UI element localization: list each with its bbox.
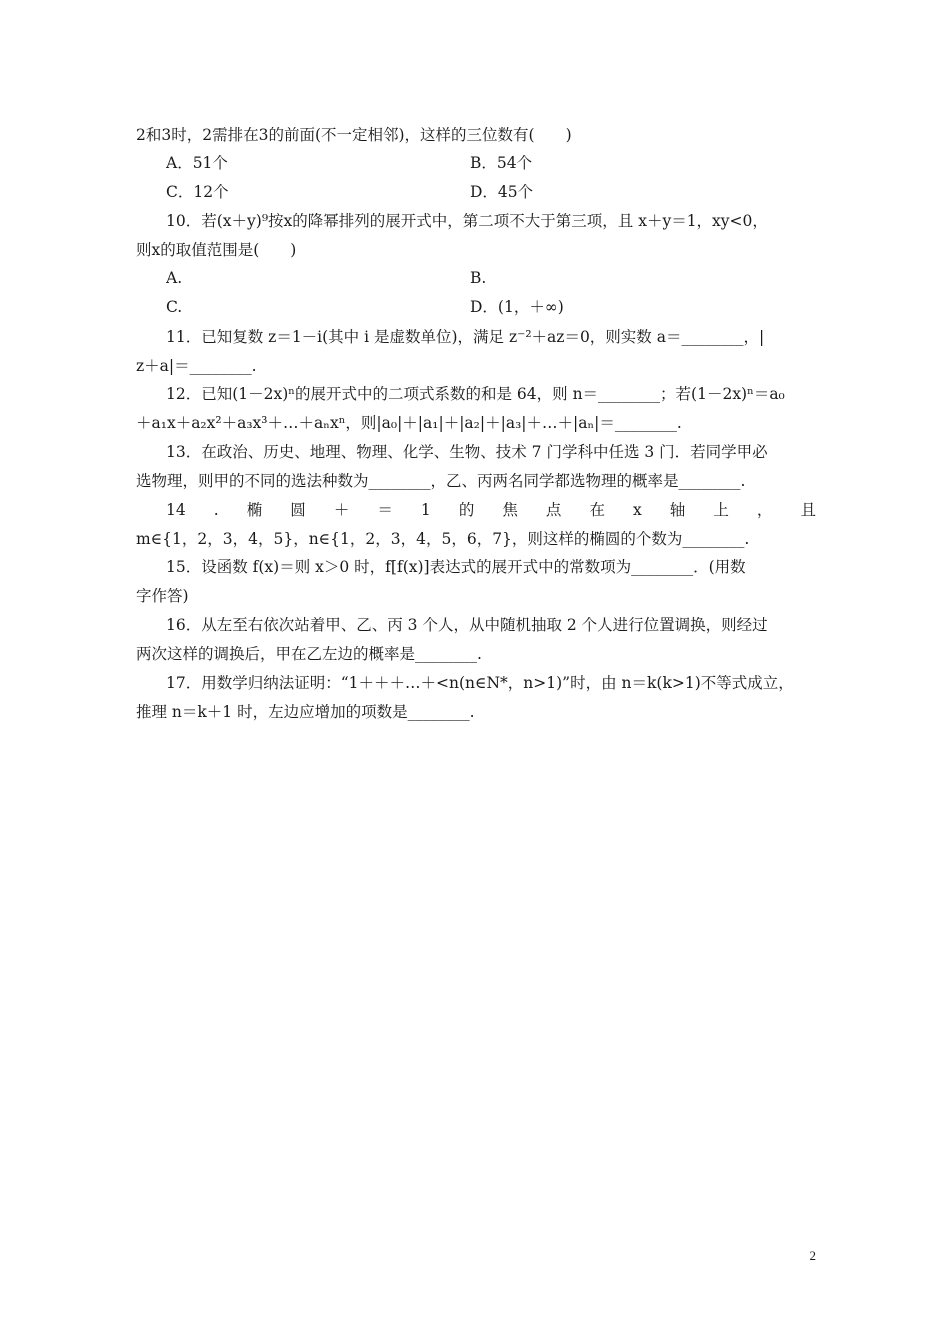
q14-part: 圆 xyxy=(290,501,306,519)
q14-part: ＝ xyxy=(377,501,393,519)
q16-line-1: 16．从左至右依次站着甲、乙、丙 3 个人，从中随机抽取 2 个人进行位置调换，则经过 xyxy=(166,616,768,634)
q14-part: 1 xyxy=(420,501,431,519)
q12-line-2: ＋a₁x＋a₂x²＋a₃x³＋…＋aₙxⁿ，则|a₀|＋|a₁|＋|a₂|＋|a₃|＋…＋|aₙ|＝________. xyxy=(136,414,682,432)
q15-line-2: 字作答) xyxy=(136,587,189,605)
q16-line-2: 两次这样的调换后，甲在乙左边的概率是________. xyxy=(136,645,482,663)
q14-part: 的 xyxy=(458,501,475,519)
q17-line-1: 17．用数学归纳法证明：“1＋＋＋…＋<n(n∈N*，n>1)”时，由 n＝k(k>1)不等式成立， xyxy=(166,674,794,692)
q14-part: x xyxy=(633,501,642,519)
page-number: 2 xyxy=(809,1248,816,1263)
q15-line-1: 15．设函数 f(x)＝则 x＞0 时，f[f(x)]表达式的展开式中的常数项为________．(用数 xyxy=(166,558,746,576)
q17-line-2: 推理 n＝k＋1 时，左边应增加的项数是________. xyxy=(136,703,475,721)
q14-line-2: m∈{1，2，3，4，5}，n∈{1，2，3，4，5，6，7}，则这样的椭圆的个数为________. xyxy=(136,530,750,548)
q9-option-b: B．54个 xyxy=(470,154,533,172)
q10-line-1: 10．若(x＋y)⁹按x的降幂排列的展开式中，第二项不大于第三项，且 x＋y＝1，xy<0， xyxy=(166,212,768,230)
q10-line-2: 则x的取值范围是( ) xyxy=(136,241,297,259)
q12-line-1: 12．已知(1－2x)ⁿ的展开式中的二项式系数的和是 64，则 n＝________；若(1－2x)ⁿ＝a₀ xyxy=(166,385,785,403)
q14-part: 椭 xyxy=(246,501,263,519)
q14-line-1 xyxy=(166,500,816,520)
q14-part: 14 xyxy=(166,501,186,519)
q14-part: 在 xyxy=(589,501,605,519)
q10-option-b: B. xyxy=(470,269,487,287)
q9-option-a: A．51个 xyxy=(166,154,228,172)
q14-part: 且 xyxy=(800,501,816,519)
q14-part: ， xyxy=(756,501,773,519)
q14-part: 点 xyxy=(545,501,562,519)
q14-part: 轴 xyxy=(669,501,686,519)
q13-line-1: 13．在政治、历史、地理、物理、化学、生物、技术 7 门学科中任选 3 门．若同学甲必 xyxy=(166,443,768,461)
q9-option-d: D．45个 xyxy=(470,183,534,201)
q11-line-2: z＋a|＝________. xyxy=(136,357,257,375)
q9-option-c: C．12个 xyxy=(166,183,229,201)
q10-option-d: D．(1，＋∞) xyxy=(470,298,564,316)
q13-line-2: 选物理，则甲的不同的选法种数为________，乙、丙两名同学都选物理的概率是________. xyxy=(136,472,746,490)
q10-option-c: C. xyxy=(166,298,183,316)
q14-part: . xyxy=(213,501,219,519)
q10-option-a: A. xyxy=(166,269,183,287)
q14-part: ＋ xyxy=(333,501,350,519)
q9-line-2: 2和3时，2需排在3的前面(不一定相邻)，这样的三位数有( ) xyxy=(136,126,572,144)
q14-part: 上 xyxy=(713,501,729,519)
q14-part: 焦 xyxy=(502,501,518,519)
q11-line-1: 11．已知复数 z＝1－i(其中 i 是虚数单位)，满足 z⁻²＋az＝0，则实数 a＝________，| xyxy=(166,328,765,346)
